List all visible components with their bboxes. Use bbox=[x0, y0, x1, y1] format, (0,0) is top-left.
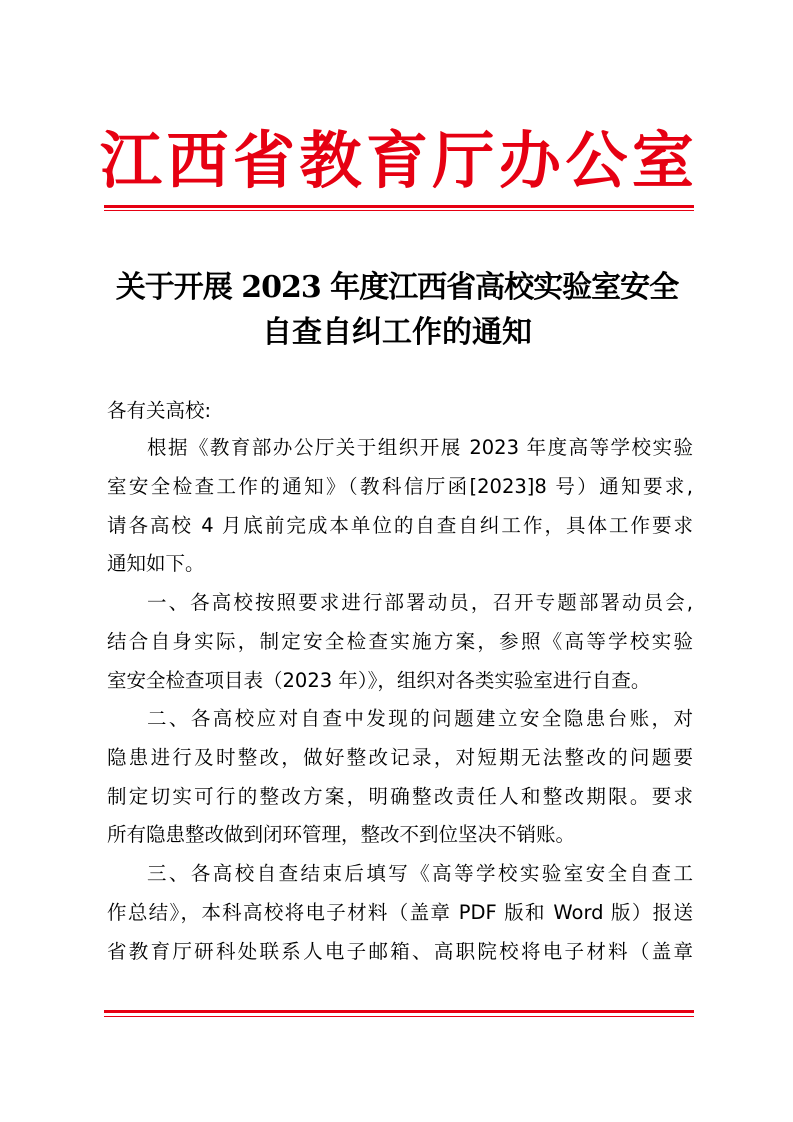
header-char: 室 bbox=[631, 124, 694, 197]
text-line: 制定切实可行的整改方案，明确整改责任人和整改期限。要求 bbox=[107, 784, 693, 808]
text-line: 请各高校 4 月底前完成本单位的自查自纠工作，具体工作要求 bbox=[107, 513, 693, 537]
header-char: 公 bbox=[565, 124, 628, 197]
header-char: 办 bbox=[498, 124, 561, 197]
footer-divider-thick bbox=[104, 1010, 694, 1013]
header-char: 省 bbox=[232, 124, 295, 197]
header-char: 江 bbox=[100, 124, 163, 197]
body-paragraph-intro bbox=[107, 429, 693, 584]
header-char: 教 bbox=[299, 124, 362, 197]
text-line: 室安全检查项目表（2023 年）》，组织对各类实验室进行自查。 bbox=[107, 668, 651, 692]
text-line: 二、各高校应对自查中发现的问题建立安全隐患台账，对 bbox=[147, 707, 693, 730]
header-char: 育 bbox=[365, 124, 428, 197]
issuing-office-header bbox=[100, 122, 694, 200]
body-paragraph-item-2 bbox=[107, 700, 693, 855]
text-line: 通知如下。 bbox=[107, 552, 205, 576]
text-line: 三、各高校自查结束后填写《高等学校实验室安全自查工 bbox=[147, 862, 693, 885]
salutation: 各有关高校: bbox=[107, 399, 212, 422]
body-paragraph-item-1 bbox=[107, 584, 693, 700]
text-line: 结合自身实际，制定安全检查实施方案，参照《高等学校实验 bbox=[107, 629, 693, 653]
header-char: 厅 bbox=[432, 124, 495, 197]
text-line: 所有隐患整改做到闭环管理，整改不到位坚决不销账。 bbox=[107, 823, 576, 847]
text-line: 隐患进行及时整改，做好整改记录，对短期无法整改的问题要 bbox=[107, 745, 693, 769]
document-title-line-2: 自查自纠工作的通知 bbox=[262, 315, 532, 350]
header-divider-thin bbox=[104, 210, 694, 211]
header-divider-thick bbox=[104, 205, 694, 208]
text-line: 一、各高校按照要求进行部署动员，召开专题部署动员会, bbox=[147, 591, 693, 614]
document-title-line-1: 关于开展 2023 年度江西省高校实验室安全 bbox=[115, 270, 679, 305]
text-line: 作总结》，本科高校将电子材料（盖章 PDF 版和 Word 版）报送 bbox=[107, 900, 693, 924]
header-char: 西 bbox=[166, 124, 229, 197]
body-paragraph-item-3 bbox=[107, 855, 693, 971]
text-line: 根据《教育部办公厅关于组织开展 2023 年度高等学校实验 bbox=[147, 436, 693, 459]
footer-divider-thin bbox=[104, 1016, 694, 1017]
text-line: 省教育厅研科处联系人电子邮箱、高职院校将电子材料（盖章 bbox=[107, 939, 693, 963]
text-line: 室安全检查工作的通知》（教科信厅函[2023]8 号）通知要求, bbox=[107, 474, 693, 498]
